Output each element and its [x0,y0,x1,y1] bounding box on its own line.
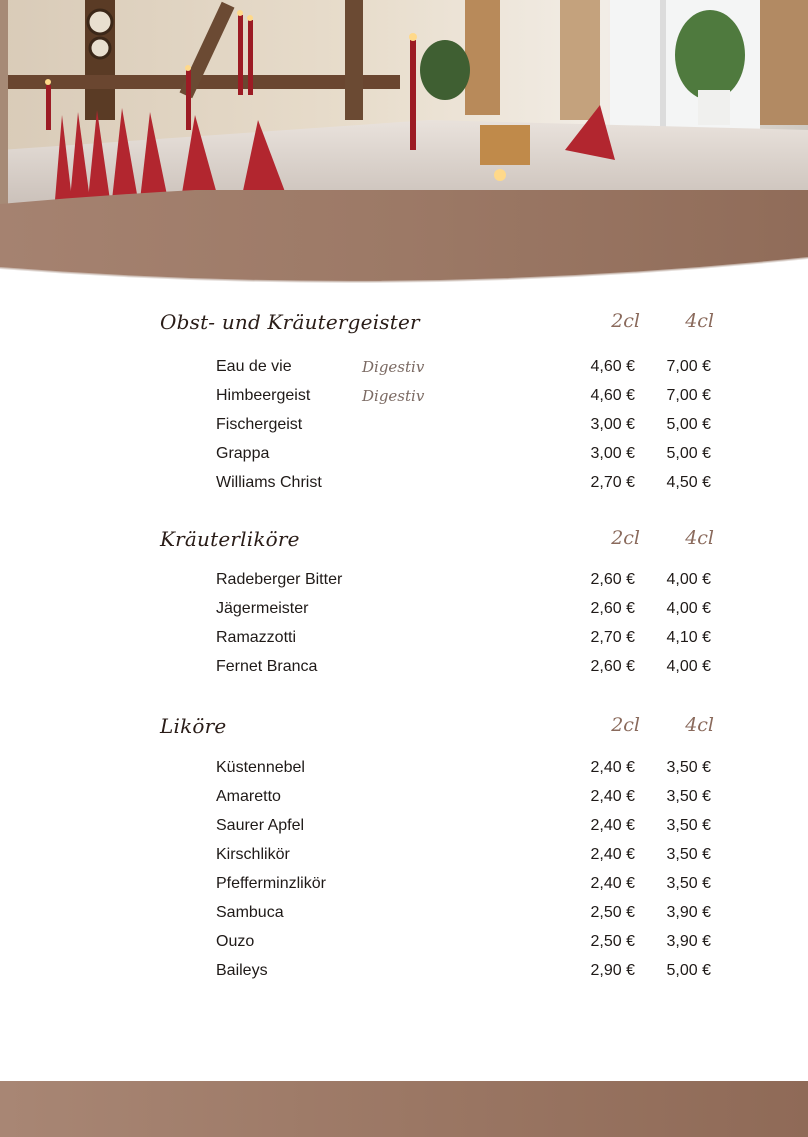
price-4cl: 3,50 € [666,788,711,805]
price-2cl: 2,50 € [590,904,635,921]
section-title: Liköre [160,714,227,738]
price-4cl: 7,00 € [666,387,711,404]
header-photo [0,0,808,210]
menu-item [216,445,720,474]
price-4cl: 4,50 € [666,474,711,491]
item-note: Digestiv [362,358,425,376]
menu-item [216,358,720,387]
price-4cl: 3,50 € [666,875,711,892]
menu-item [216,788,720,817]
column-head-2cl: 2cl [611,310,640,332]
menu-item [216,600,720,629]
menu-item [216,759,720,788]
price-2cl: 2,60 € [590,658,635,675]
price-2cl: 2,50 € [590,933,635,950]
price-4cl: 4,10 € [666,629,711,646]
menu-item [216,571,720,600]
price-4cl: 4,00 € [666,658,711,675]
item-name: Saurer Apfel [216,817,305,834]
menu-item [216,658,720,687]
price-2cl: 2,40 € [590,817,635,834]
price-4cl: 3,90 € [666,904,711,921]
price-2cl: 2,40 € [590,759,635,776]
menu-item [216,817,720,846]
price-2cl: 3,00 € [590,416,635,433]
section-title: Kräuterliköre [160,527,300,551]
section-title: Obst- und Kräutergeister [160,310,420,334]
price-4cl: 4,00 € [666,571,711,588]
menu-item [216,904,720,933]
price-2cl: 4,60 € [590,358,635,375]
price-2cl: 2,90 € [590,962,635,979]
price-4cl: 5,00 € [666,416,711,433]
item-name: Ramazzotti [216,629,297,646]
menu-item [216,846,720,875]
menu-item [216,416,720,445]
price-4cl: 4,00 € [666,600,711,617]
column-head-4cl: 4cl [685,310,714,332]
item-name: Jägermeister [216,600,309,617]
price-2cl: 3,00 € [590,445,635,462]
price-4cl: 5,00 € [666,962,711,979]
item-name: Küstennebel [216,759,305,776]
price-4cl: 5,00 € [666,445,711,462]
menu-item [216,933,720,962]
item-name: Williams Christ [216,474,322,491]
item-name: Eau de vie [216,358,292,375]
footer-band [0,1081,808,1137]
item-name: Himbeergeist [216,387,311,404]
price-4cl: 3,50 € [666,817,711,834]
item-note: Digestiv [362,387,425,405]
item-name: Ouzo [216,933,255,950]
price-4cl: 3,90 € [666,933,711,950]
column-head-4cl: 4cl [685,527,714,549]
menu-item [216,875,720,904]
price-2cl: 2,40 € [590,788,635,805]
column-head-4cl: 4cl [685,714,714,736]
header-band [0,190,808,290]
item-name: Amaretto [216,788,281,805]
price-2cl: 2,70 € [590,629,635,646]
item-name: Fischergeist [216,416,303,433]
price-2cl: 4,60 € [590,387,635,404]
menu-item [216,629,720,658]
menu-item [216,474,720,503]
menu-item [216,387,720,416]
price-2cl: 2,40 € [590,875,635,892]
item-name: Fernet Branca [216,658,318,675]
item-name: Sambuca [216,904,284,921]
menu-item [216,962,720,991]
item-name: Radeberger Bitter [216,571,343,588]
item-name: Grappa [216,445,270,462]
price-2cl: 2,70 € [590,474,635,491]
column-head-2cl: 2cl [611,714,640,736]
price-4cl: 3,50 € [666,759,711,776]
item-name: Baileys [216,962,268,979]
price-2cl: 2,60 € [590,571,635,588]
column-head-2cl: 2cl [611,527,640,549]
item-name: Pfefferminzlikör [216,875,326,892]
price-2cl: 2,40 € [590,846,635,863]
item-name: Kirschlikör [216,846,290,863]
price-4cl: 7,00 € [666,358,711,375]
price-4cl: 3,50 € [666,846,711,863]
price-2cl: 2,60 € [590,600,635,617]
